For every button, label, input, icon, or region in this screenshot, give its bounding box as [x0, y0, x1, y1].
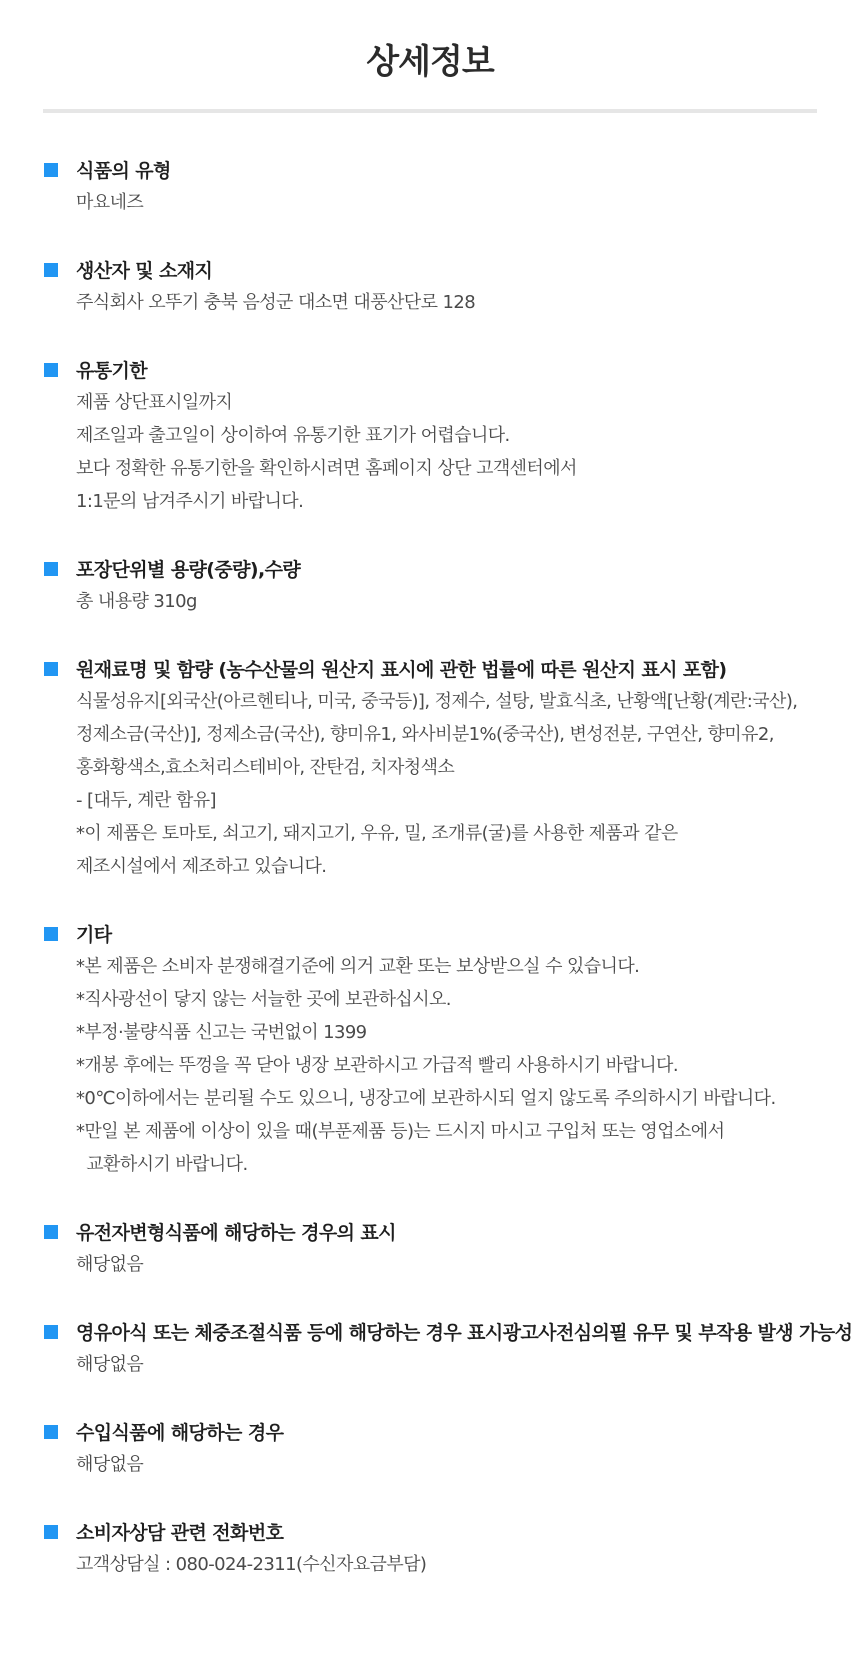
- info-section: [44, 254, 834, 319]
- section-header: [44, 1316, 853, 1346]
- section-title: 포장단위별 용량(중량),수량: [76, 559, 301, 581]
- section-body: [76, 1248, 834, 1281]
- info-section: [44, 553, 834, 618]
- info-section: [44, 354, 834, 518]
- section-title: 유전자변형식품에 해당하는 경우의 표시: [76, 1222, 396, 1244]
- info-section: [44, 1416, 834, 1481]
- section-title: 기타: [76, 924, 112, 946]
- section-header: [44, 354, 834, 384]
- section-title: 원재료명 및 함량 (농수산물의 원산지 표시에 관한 법률에 따른 원산지 표시 포함): [76, 659, 727, 681]
- section-body: [76, 685, 834, 883]
- info-sections: [44, 154, 853, 1616]
- square-bullet-icon: [44, 1325, 58, 1339]
- section-body: [76, 1548, 834, 1581]
- section-header: [44, 553, 834, 583]
- section-title: 식품의 유형: [76, 160, 171, 182]
- square-bullet-icon: [44, 662, 58, 676]
- square-bullet-icon: [44, 1425, 58, 1439]
- section-text-line: 보다 정확한 유통기한을 확인하시려면 홈페이지 상단 고객센터에서: [76, 458, 577, 479]
- section-text-line: 해당없음: [76, 1354, 144, 1375]
- section-body: [76, 286, 834, 319]
- section-text-line: *개봉 후에는 뚜껑을 꼭 닫아 냉장 보관하시고 가급적 빨리 사용하시기 바랍니다.: [76, 1055, 678, 1076]
- section-text-line: 고객상담실 : 080-024-2311(수신자요금부담): [76, 1554, 427, 1575]
- section-text-line: 주식회사 오뚜기 충북 음성군 대소면 대풍산단로 128: [76, 292, 476, 313]
- section-title: 소비자상담 관련 전화번호: [76, 1522, 284, 1544]
- square-bullet-icon: [44, 927, 58, 941]
- section-body: [76, 186, 834, 219]
- square-bullet-icon: [44, 1525, 58, 1539]
- square-bullet-icon: [44, 1225, 58, 1239]
- section-header: [44, 254, 834, 284]
- section-title: 생산자 및 소재지: [76, 260, 213, 282]
- section-text-line: 해당없음: [76, 1254, 144, 1275]
- info-section: [44, 154, 834, 219]
- section-text-line: 제조일과 출고일이 상이하여 유통기한 표기가 어렵습니다.: [76, 425, 510, 446]
- info-section: [44, 1516, 834, 1581]
- info-section: [44, 1316, 853, 1381]
- section-text-line: *부정·불량식품 신고는 국번없이 1399: [76, 1022, 367, 1043]
- section-text-line: 해당없음: [76, 1454, 144, 1475]
- section-body: [76, 1348, 834, 1381]
- section-body: [76, 950, 834, 1181]
- section-header: [44, 154, 834, 184]
- section-text-line: *이 제품은 토마토, 쇠고기, 돼지고기, 우유, 밀, 조개류(굴)를 사용한 제품과 같은: [76, 823, 678, 844]
- section-text-line: 식물성유지[외국산(아르헨티나, 미국, 중국등)], 정제수, 설탕, 발효식초, 난황액[난황(계란:국산),: [76, 691, 798, 712]
- section-text-line: *본 제품은 소비자 분쟁해결기준에 의거 교환 또는 보상받으실 수 있습니다.: [76, 956, 640, 977]
- section-header: [44, 1216, 834, 1246]
- section-text-line: 제조시설에서 제조하고 있습니다.: [76, 856, 327, 877]
- section-text-line: 정제소금(국산)], 정제소금(국산), 향미유1, 와사비분1%(중국산), 변성전분, 구연산, 향미유2,: [76, 724, 774, 745]
- section-text-line: *0℃이하에서는 분리될 수도 있으니, 냉장고에 보관하시되 얼지 않도록 주의하시기 바랍니다.: [76, 1088, 776, 1109]
- section-text-line: 제품 상단표시일까지: [76, 392, 233, 413]
- title-divider: [43, 109, 817, 113]
- section-header: [44, 1416, 834, 1446]
- square-bullet-icon: [44, 163, 58, 177]
- square-bullet-icon: [44, 263, 58, 277]
- section-title: 유통기한: [76, 360, 148, 382]
- section-title: 영유아식 또는 체중조절식품 등에 해당하는 경우 표시광고사전심의필 유무 및 부작용 발생 가능성: [76, 1322, 853, 1344]
- section-header: [44, 653, 834, 683]
- square-bullet-icon: [44, 562, 58, 576]
- section-text-line: *만일 본 제품에 이상이 있을 때(부푼제품 등)는 드시지 마시고 구입처 또는 영업소에서: [76, 1121, 725, 1142]
- section-text-line: *직사광선이 닿지 않는 서늘한 곳에 보관하십시오.: [76, 989, 451, 1010]
- section-text-line: 총 내용량 310g: [76, 591, 197, 612]
- section-body: [76, 585, 834, 618]
- section-text-line: 마요네즈: [76, 192, 144, 213]
- info-section: [44, 1216, 834, 1281]
- section-text-line: 홍화황색소,효소처리스테비아, 잔탄검, 치자청색소: [76, 757, 455, 778]
- info-section: [44, 653, 834, 883]
- section-text-line: 1:1문의 남겨주시기 바랍니다.: [76, 491, 304, 512]
- square-bullet-icon: [44, 363, 58, 377]
- section-text-line: 교환하시기 바랍니다.: [76, 1154, 248, 1175]
- section-header: [44, 918, 834, 948]
- info-section: [44, 918, 834, 1181]
- section-header: [44, 1516, 834, 1546]
- section-body: [76, 386, 834, 518]
- page-title: 상세정보: [366, 42, 494, 82]
- section-title: 수입식품에 해당하는 경우: [76, 1422, 284, 1444]
- section-body: [76, 1448, 834, 1481]
- section-text-line: - [대두, 계란 함유]: [76, 790, 216, 811]
